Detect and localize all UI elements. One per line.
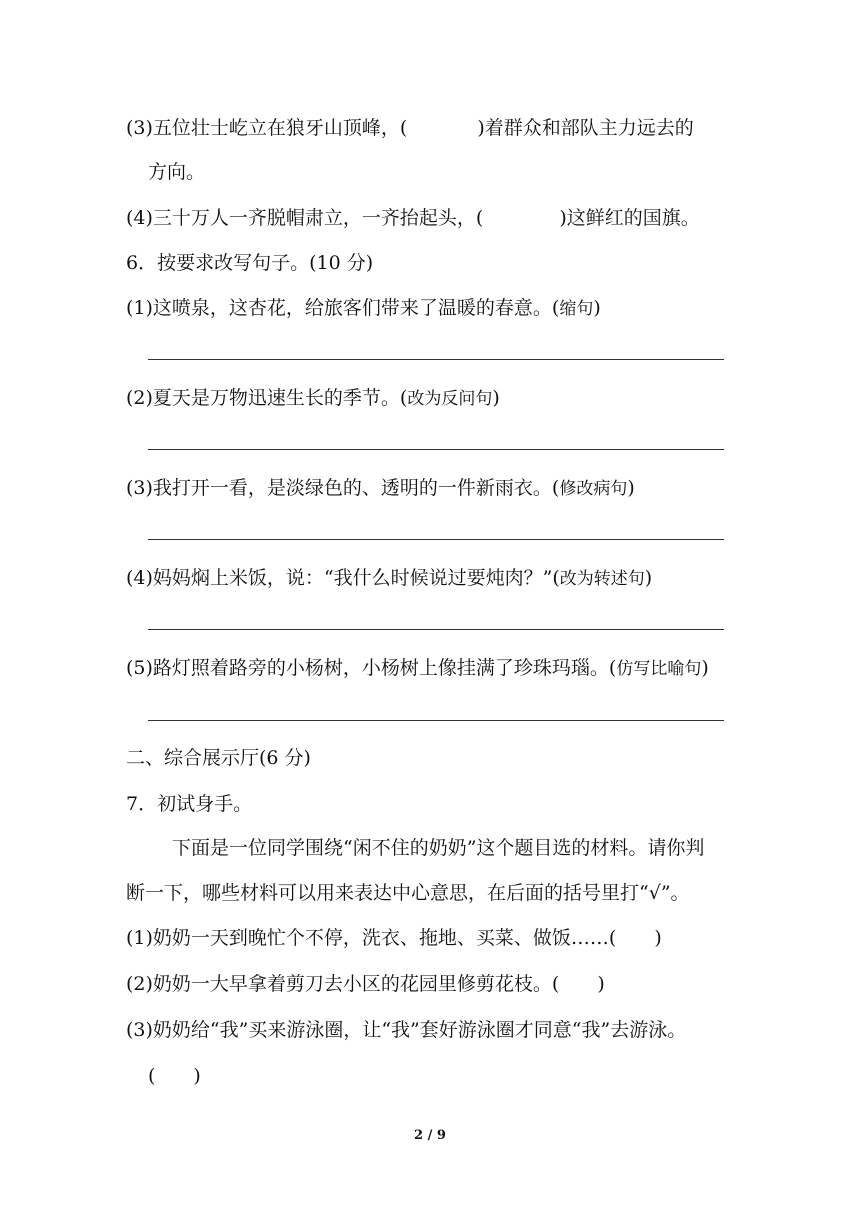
question-6-item-2 — [126, 386, 500, 411]
question-6-item-4 — [126, 566, 652, 591]
answer-line[interactable] — [148, 629, 724, 630]
item-instruction: 改为反问句 — [407, 389, 493, 409]
item-text: (2)夏天是万物迅速生长的季节。( — [126, 387, 408, 409]
question-7-item-2: (2)奶奶一大早拿着剪刀去小区的花园里修剪花枝。( ) — [126, 973, 605, 995]
item-text: (4)三十万人一齐脱帽肃立，一齐抬起头，( — [126, 207, 484, 229]
item-close: ) — [701, 657, 709, 679]
item-instruction: 改为转述句 — [559, 569, 645, 589]
question-6-item-3 — [126, 476, 635, 501]
item-close: ) — [593, 297, 601, 319]
item-close: ) — [644, 567, 653, 589]
question-5-item-3 — [126, 116, 694, 140]
question-7-item-1: (1)奶奶一天到晚忙个不停，洗衣、拖地、买菜、做饭……( ) — [126, 927, 662, 949]
item-text: (4)妈妈焖上米饭，说：“我什么时候说过要炖肉？”( — [126, 567, 560, 589]
item-instruction: 缩句 — [559, 299, 594, 319]
question-7-heading: 7．初试身手。 — [126, 793, 253, 815]
page-number: 2 / 9 — [414, 1128, 446, 1143]
answer-line[interactable] — [148, 359, 724, 360]
question-6-heading: 6．按要求改写句子。(10 分) — [126, 252, 374, 274]
question-5-item-4 — [126, 206, 700, 230]
item-instruction: 修改病句 — [559, 479, 628, 499]
item-text: )着群众和部队主力远去的 — [477, 117, 694, 139]
question-6-item-1 — [126, 296, 601, 321]
question-7-item-3-answer-bracket[interactable]: ( ) — [148, 1065, 201, 1087]
item-text: (1)这喷泉，这杏花，给旅客们带来了温暖的春意。( — [126, 297, 560, 319]
item-close: ) — [627, 477, 635, 499]
section-2-heading: 二、综合展示厅(6 分) — [126, 747, 311, 769]
answer-line[interactable] — [148, 720, 724, 721]
item-text: )这鲜红的国旗。 — [559, 207, 700, 229]
item-text: (3)我打开一看，是淡绿色的、透明的一件新雨衣。( — [126, 477, 560, 499]
question-7-item-3: (3)奶奶给“我”买来游泳圈，让“我”套好游泳圈才同意“我”去游泳。 — [126, 1019, 687, 1041]
item-text: (5)路灯照着路旁的小杨树，小杨树上像挂满了珍珠玛瑙。( — [126, 657, 617, 679]
question-6-item-5 — [126, 656, 709, 681]
item-close: ) — [492, 387, 500, 409]
answer-line[interactable] — [148, 449, 724, 450]
question-5-item-3-continued: 方向。 — [148, 161, 206, 183]
question-7-intro: 下面是一位同学围绕“闲不住的奶奶”这个题目选的材料。请你判 — [172, 837, 705, 859]
item-text: (3)五位壮士屹立在狼牙山顶峰，( — [126, 117, 408, 139]
item-instruction: 仿写比喻句 — [616, 659, 702, 679]
question-7-intro-continued: 断一下，哪些材料可以用来表达中心意思，在后面的括号里打“√”。 — [126, 882, 690, 904]
answer-line[interactable] — [148, 539, 724, 540]
